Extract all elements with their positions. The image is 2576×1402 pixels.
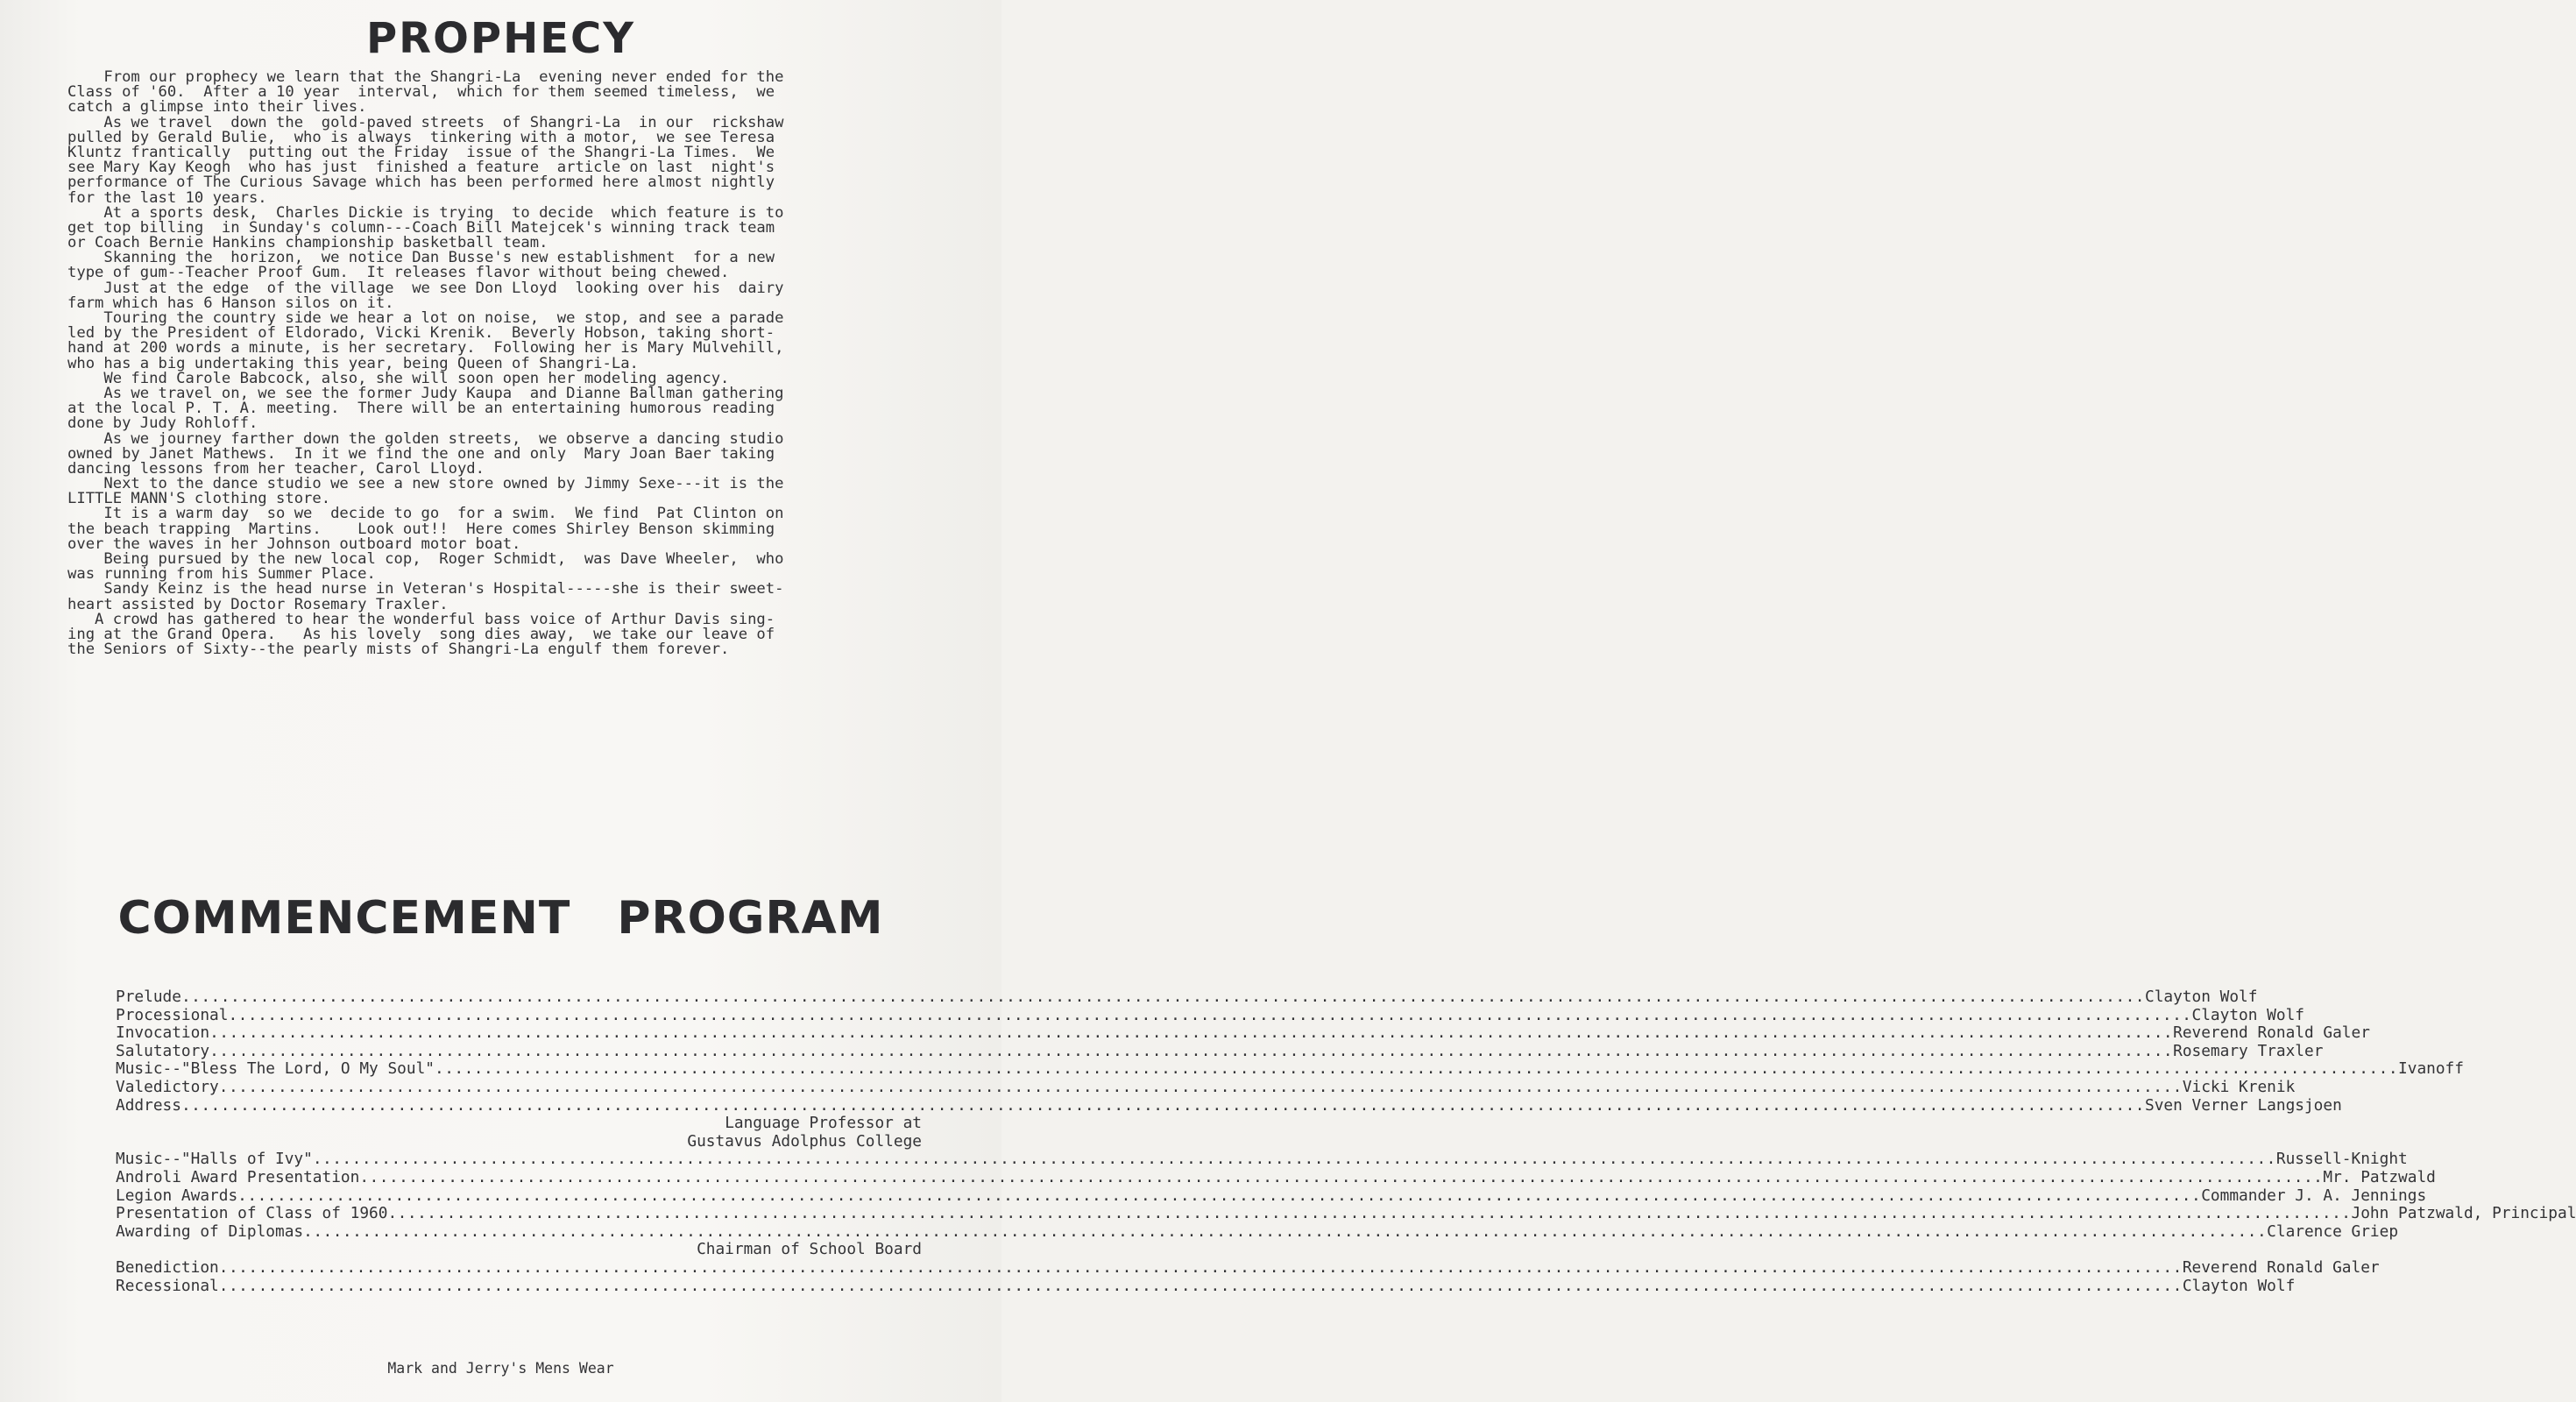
prophecy-line: catch a glimpse into their lives. <box>67 98 367 117</box>
prophecy-line: at the local P. T. A. meeting. There will be an entertaining humorous reading <box>67 400 775 418</box>
program-person: Vicki Krenik <box>2182 1077 2296 1096</box>
prophecy-title: PROPHECY <box>365 14 636 63</box>
prophecy-line: the Seniors of Sixty--the pearly mists of Shangri-La engulf them forever. <box>67 641 730 659</box>
dot-leader: ........................................................................................................................................................................................................ <box>359 1167 2324 1186</box>
prophecy-line: Sandy Keinz is the head nurse in Veteran's Hospital-----she is their sweet- <box>67 580 784 598</box>
prophecy-line: Skanning the horizon, we notice Dan Busse's new establishment for a new <box>67 249 775 267</box>
program-item: Invocation <box>116 1023 210 1043</box>
program-row <box>116 1077 2296 1097</box>
prophecy-line: A crowd has gathered to hear the wonderful bass voice of Arthur Davis sing- <box>67 610 775 628</box>
prophecy-line: see Mary Kay Keogh who has just finished a feature article on last night's <box>67 159 775 177</box>
program-person: Sven Verner Langsjoen <box>2144 1095 2342 1115</box>
program-row <box>116 988 2258 1007</box>
program-item: Prelude <box>116 988 181 1006</box>
prophecy-line: As we travel down the gold-paved streets of Shangri-La in our rickshaw <box>67 113 784 131</box>
program-row-continuation: Chairman of School Board <box>697 1240 922 1259</box>
program-row-continuation: Gustavus Adolphus College <box>687 1131 922 1151</box>
commencement-program-list <box>116 988 2576 1295</box>
dot-leader: ........................................................................................................................................................................................................ <box>387 1204 2352 1223</box>
prophecy-line: performance of The Curious Savage which has been performed here almost nightly <box>67 173 775 192</box>
program-row <box>116 1095 2342 1115</box>
program-row <box>116 1167 2436 1187</box>
prophecy-line: who has a big undertaking this year, being Queen of Shangri-La. <box>67 354 639 372</box>
program-person: Commander J. A. Jennings <box>2201 1186 2427 1205</box>
dot-leader: ........................................................................................................................................................................................................ <box>218 1077 2183 1096</box>
prophecy-line: led by the President of Eldorado, Vicki Krenik. Beverly Hobson, taking short- <box>67 324 775 343</box>
program-row <box>116 1221 2399 1242</box>
prophecy-line: was running from his Summer Place. <box>67 565 376 584</box>
prophecy-line: farm which has 6 Hanson silos on it. <box>67 294 394 312</box>
dot-leader: ........................................................................................................................................................................................................ <box>180 1095 2145 1115</box>
prophecy-line: It is a warm day so we decide to go for a swim. We find Pat Clinton on <box>67 505 784 523</box>
prophecy-line: LITTLE MANN'S clothing store. <box>67 490 331 508</box>
program-item: Androli Award Presentation <box>116 1167 360 1186</box>
dot-leader: ........................................................................................................................................................................................................ <box>180 988 2145 1006</box>
prophecy-line: the beach trapping Martins. Look out!! Here comes Shirley Benson skimming <box>67 520 775 538</box>
sponsor-footer: Mark and Jerry's Mens Wear <box>387 1360 614 1377</box>
program-row <box>116 1276 2296 1296</box>
program-person: Mr. Patzwald <box>2323 1167 2436 1186</box>
dot-leader: ........................................................................................................................................................................................................ <box>218 1276 2183 1295</box>
prophecy-line: type of gum--Teacher Proof Gum. It releases flavor without being chewed. <box>67 264 730 282</box>
prophecy-line: As we travel on, we see the former Judy Kaupa and Dianne Ballman gathering <box>67 384 784 402</box>
program-person: Russell-Knight <box>2275 1150 2408 1169</box>
prophecy-line: Class of '60. After a 10 year interval, which for them seemed timeless, we <box>67 83 775 102</box>
program-person: Clayton Wolf <box>2182 1276 2296 1295</box>
dot-leader: ........................................................................................................................................................................................................ <box>209 1041 2174 1060</box>
prophecy-line: get top billing in Sunday's column---Coach Bill Matejcek's winning track team <box>67 218 775 237</box>
program-person: Reverend Ronald Galer <box>2173 1023 2370 1043</box>
dot-leader: ........................................................................................................................................................................................................ <box>434 1059 2399 1079</box>
program-row <box>116 1059 2464 1079</box>
dot-leader: ........................................................................................................................................................................................................ <box>303 1221 2268 1241</box>
program-item: Benediction <box>116 1257 219 1277</box>
dot-leader: ........................................................................................................................................................................................................ <box>209 1023 2174 1043</box>
program-item: Address <box>116 1095 181 1115</box>
commencement-program-title: COMMENCEMENT PROGRAM <box>117 892 884 945</box>
dot-leader: ........................................................................................................................................................................................................ <box>237 1186 2202 1205</box>
prophecy-line: Just at the edge of the village we see Don Lloyd looking over his dairy <box>67 279 784 297</box>
prophecy-line: Touring the country side we hear a lot on noise, we stop, and see a parade <box>67 309 784 327</box>
prophecy-line: Next to the dance studio we see a new store owned by Jimmy Sexe---it is the <box>67 475 784 493</box>
program-row <box>116 1150 2408 1169</box>
prophecy-line: Kluntz frantically putting out the Friday issue of the Shangri-La Times. We <box>67 143 775 161</box>
prophecy-line: dancing lessons from her teacher, Carol Lloyd. <box>67 459 485 478</box>
program-row <box>116 1257 2380 1278</box>
program-item: Processional <box>116 1005 229 1024</box>
program-item: Music--"Halls of Ivy" <box>116 1150 313 1169</box>
prophecy-line: As we journey farther down the golden streets, we observe a dancing studio <box>67 429 784 448</box>
program-person: Clarence Griep <box>2267 1221 2399 1241</box>
program-person: Rosemary Traxler <box>2173 1041 2324 1060</box>
prophecy-body <box>67 70 970 657</box>
prophecy-line: done by Judy Rohloff. <box>67 414 258 433</box>
program-item: Music--"Bless The Lord, O My Soul" <box>116 1059 435 1079</box>
program-row-continuation: Language Professor at <box>725 1114 922 1133</box>
prophecy-line: ing at the Grand Opera. As his lovely song dies away, we take our leave of <box>67 625 775 643</box>
program-item: Salutatory <box>116 1041 210 1060</box>
program-row <box>116 1204 2576 1223</box>
program-item: Presentation of Class of 1960 <box>116 1204 388 1223</box>
prophecy-line: pulled by Gerald Bulie, who is always tinkering with a motor, we see Teresa <box>67 128 775 146</box>
prophecy-line: hand at 200 words a minute, is her secretary. Following her is Mary Mulvehill, <box>67 339 784 358</box>
program-item: Valedictory <box>116 1077 219 1096</box>
program-person: Reverend Ronald Galer <box>2182 1257 2380 1277</box>
program-row <box>116 1186 2427 1206</box>
prophecy-line: or Coach Bernie Hankins championship basketball team. <box>67 234 548 252</box>
prophecy-line: At a sports desk, Charles Dickie is trying to decide which feature is to <box>67 203 784 222</box>
program-person: Ivanoff <box>2398 1059 2464 1079</box>
program-person: Clayton Wolf <box>2144 988 2258 1006</box>
program-item: Awarding of Diplomas <box>116 1221 304 1241</box>
program-item: Recessional <box>116 1276 219 1295</box>
prophecy-line: Being pursued by the new local cop, Roger Schmidt, was Dave Wheeler, who <box>67 550 784 568</box>
prophecy-line: We find Carole Babcock, also, she will soon open her modeling agency. <box>67 369 730 387</box>
prophecy-line: From our prophecy we learn that the Shangri-La evening never ended for the <box>67 68 784 86</box>
program-row <box>116 1005 2304 1025</box>
prophecy-line: heart assisted by Doctor Rosemary Traxler. <box>67 595 449 613</box>
dot-leader: ........................................................................................................................................................................................................ <box>228 1005 2192 1024</box>
dot-leader: ........................................................................................................................................................................................................ <box>312 1150 2276 1169</box>
program-item: Legion Awards <box>116 1186 238 1205</box>
prophecy-line: over the waves in her Johnson outboard motor boat. <box>67 535 521 553</box>
program-row <box>116 1041 2324 1061</box>
dot-leader: ........................................................................................................................................................................................................ <box>218 1257 2183 1277</box>
program-person: Clayton Wolf <box>2191 1005 2304 1024</box>
program-row <box>116 1023 2370 1043</box>
prophecy-line: for the last 10 years. <box>67 188 267 207</box>
prophecy-line: owned by Janet Mathews. In it we find the one and only Mary Joan Baer taking <box>67 444 775 463</box>
program-person: John Patzwald, Principal <box>2351 1204 2576 1223</box>
